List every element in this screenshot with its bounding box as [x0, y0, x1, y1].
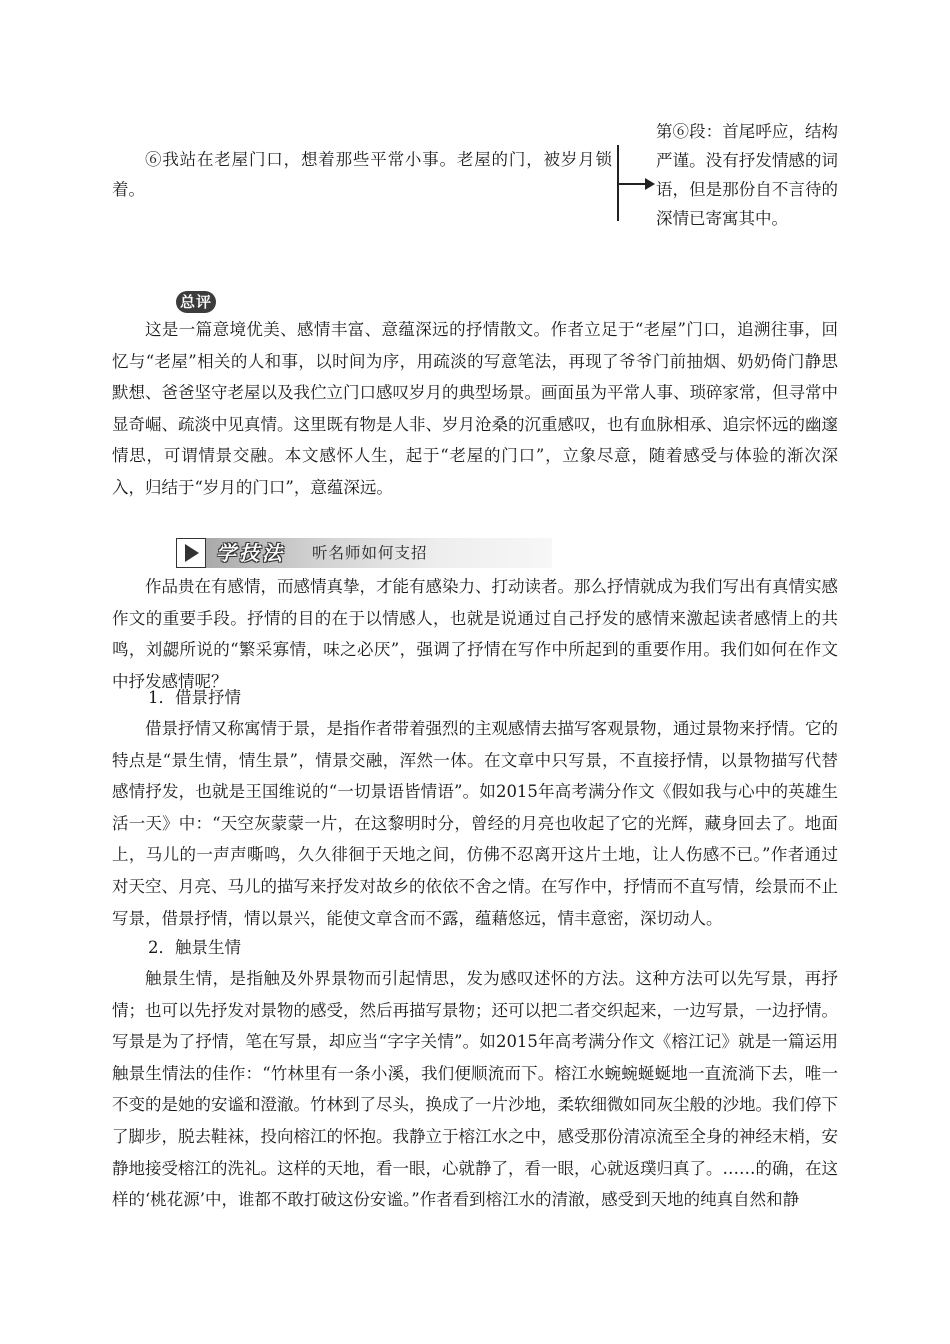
arrow-right-icon	[645, 178, 655, 190]
banner-subtitle: 听名师如何支招	[312, 544, 428, 562]
method-heading-1: 1．借景抒情	[148, 688, 241, 707]
arrow-line	[617, 183, 647, 185]
method-paragraph-1: 借景抒情又称寓情于景，是指作者带着强烈的主观感情去描写客观景物，通过景物来抒情。它的特点是“景生情，情生景”，情景交融，浑然一体。在文章中只写景，不直接抒情，以景物描写代替感情抒发，也就是王国维说的“一切景语皆情语”。如2015年高考满分作文《假如我与心中的英雄生活一天》中：“天空灰蒙蒙一片，在这黎明时分，曾经的月亮也收起了它的光辉，藏身回去了。地面上，马儿的一声声嘶鸣，久久徘徊于天地之间，仿佛不忍离开这片土地，让人伤感不已。”作者通过对天空、月亮、马儿的描写来抒发对故乡的依依不舍之情。在写作中，抒情而不直写情，绘景而不止写景，借景抒情，情以景兴，能使文章含而不露，蕴藉悠远，情丰意密，深切动人。	[112, 719, 838, 928]
method-intro: 作品贵在有感情，而感情真挚，才能有感染力、打动读者。那么抒情就成为我们写出有真情实感作文的重要手段。抒情的目的在于以情感人，也就是说通过自己抒发的感情来激起读者感情上的共鸣，刘勰所说的“繁采寡情，味之必厌”，强调了抒情在写作中所起到的重要作用。我们如何在作文中抒发感情呢？	[112, 577, 838, 691]
zongping-badge: 总评	[176, 291, 216, 313]
banner-title: 学技法	[216, 541, 285, 565]
segment-6-text: ⑥我站在老屋门口，想着那些平常小事。老屋的门，被岁月锁着。	[112, 150, 612, 199]
segment-6-annotation: 第⑥段：首尾呼应，结构严谨。没有抒发情感的词语，但是那份自不言待的深情已寄寓其中。	[656, 122, 838, 228]
method-heading-2: 2．触景生情	[148, 938, 241, 957]
play-triangle-icon	[176, 538, 206, 568]
method-paragraph-2: 触景生情，是指触及外界景物而引起情思，发为感叹述怀的方法。这种方法可以先写景，再抒情；也可以先抒发对景物的感受，然后再描写景物；还可以把二者交织起来，一边写景，一边抒情。写景是为了抒情，笔在写景，却应当“字字关情”。如2015年高考满分作文《榕江记》就是一篇运用触景生情法的佳作：“竹林里有一条小溪，我们便顺流而下。榕江水蜿蜿蜒蜒地一直流淌下去，唯一不变的是她的安谧和澄澈。竹林到了尽头，换成了一片沙地，柔软细微如同灰尘般的沙地。我们停下了脚步，脱去鞋袜，投向榕江的怀抱。我静立于榕江水之中，感受那份清凉流至全身的神经末梢，安静地接受榕江的洗礼。这样的天地，看一眼，心就静了，看一眼，心就返璞归真了。……的确，在这样的‘桃花源’中，谁都不敢打破这份安谧。”作者看到榕江水的清澈，感受到天地的纯真自然和静	[112, 969, 838, 1210]
zongping-text: 这是一篇意境优美、感情丰富、意蕴深远的抒情散文。作者立足于“老屋”门口，追溯往事，回忆与“老屋”相关的人和事，以时间为序，用疏淡的写意笔法，再现了爷爷门前抽烟、奶奶倚门静思默想、爸爸坚守老屋以及我伫立门口感叹岁月的典型场景。画面虽为平常人事、琐碎家常，但寻常中显奇崛、疏淡中见真情。这里既有物是人非、岁月沧桑的沉重感叹，也有血脉相承、追宗怀远的幽邃情思，可谓情景交融。本文感怀人生，起于“老屋的门口”，立象尽意，随着感受与体验的渐次深入，归结于“岁月的门口”，意蕴深远。	[112, 320, 838, 497]
section-banner	[176, 538, 552, 568]
